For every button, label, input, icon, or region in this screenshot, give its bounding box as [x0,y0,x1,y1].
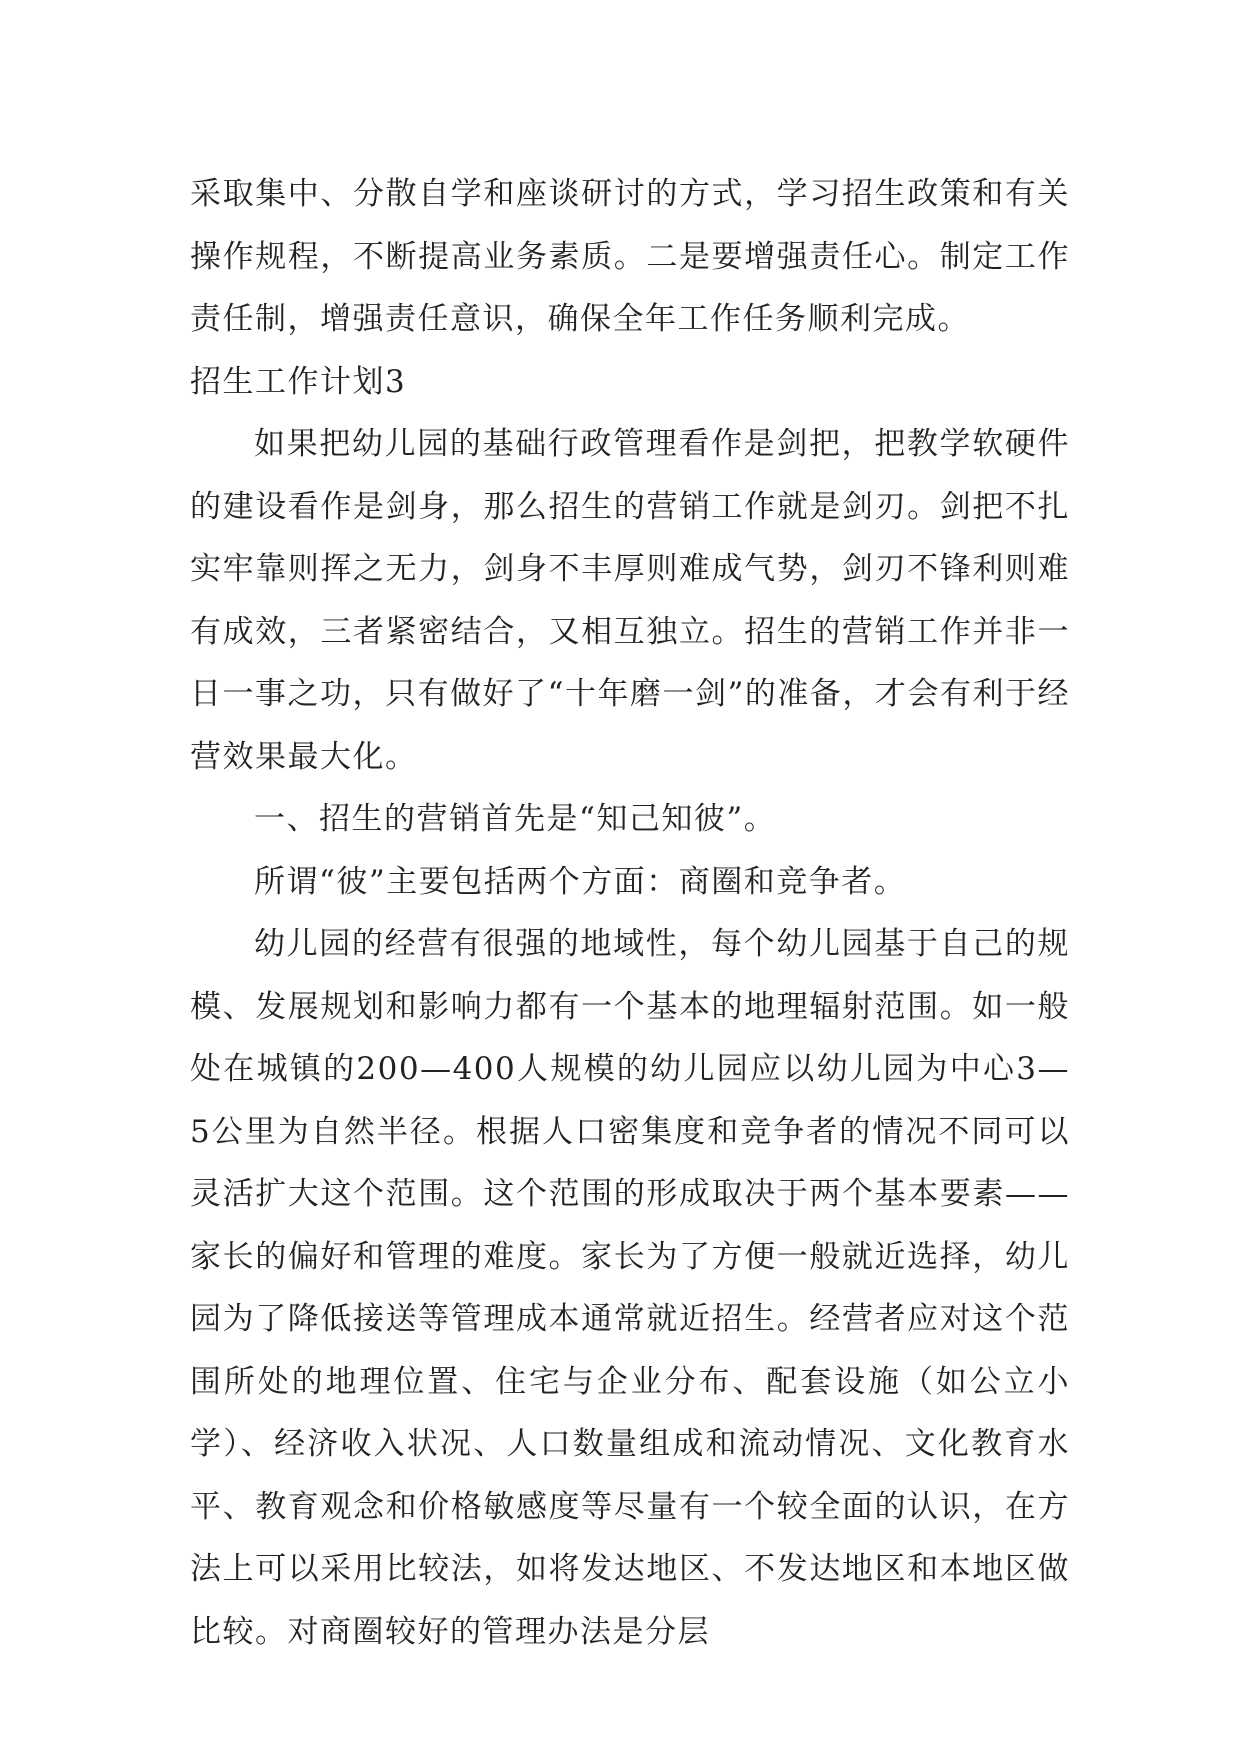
paragraph-continuation: 采取集中、分散自学和座谈研讨的方式，学习招生政策和有关操作规程，不断提高业务素质。二是要增强责任心。制定工作责任制，增强责任意识，确保全年工作任务顺利完成。 [190,176,1070,337]
section-heading: 招生工作计划3 [190,363,407,400]
paragraph-bi: 所谓“彼”主要包括两个方面：商圈和竞争者。 [254,863,907,900]
paragraph-section-1: 一、招生的营销首先是“知己知彼”。 [254,801,777,837]
paragraph-region: 幼儿园的经营有很强的地域性，每个幼儿园基于自己的规模、发展规划和影响力都有一个基本的地理辐射范围。如一般处在城镇的200—400人规模的幼儿园应以幼儿园为中心3—5公里为自然半径。根据人口密集度和竞争者的情况不同可以灵活扩大这个范围。这个范围的形成取决于两个基本要素——家长的偏好和管理的难度。家长为了方便一般就近选择，幼儿园为了降低接送等管理成本通常就近招生。经营者应对这个范围所处的地理位置、住宅与企业分布、配套设施（如公立小学）、经济收入状况、人口数量组成和流动情况、文化教育水平、教育观念和价格敏感度等尽量有一个较全面的认识，在方法上可以采用比较法，如将发达地区、不发达地区和本地区做比较。对商圈较好的管理办法是分层 [190,926,1070,1650]
paragraph-intro: 如果把幼儿园的基础行政管理看作是剑把，把教学软硬件的建设看作是剑身，那么招生的营销工作就是剑刃。剑把不扎实牢靠则挥之无力，剑身不丰厚则难成气势，剑刃不锋利则难有成效，三者紧密结合，又相互独立。招生的营销工作并非一日一事之功，只有做好了“十年磨一剑”的准备，才会有利于经营效果最大化。 [190,426,1070,775]
body-text [190,163,1070,1663]
